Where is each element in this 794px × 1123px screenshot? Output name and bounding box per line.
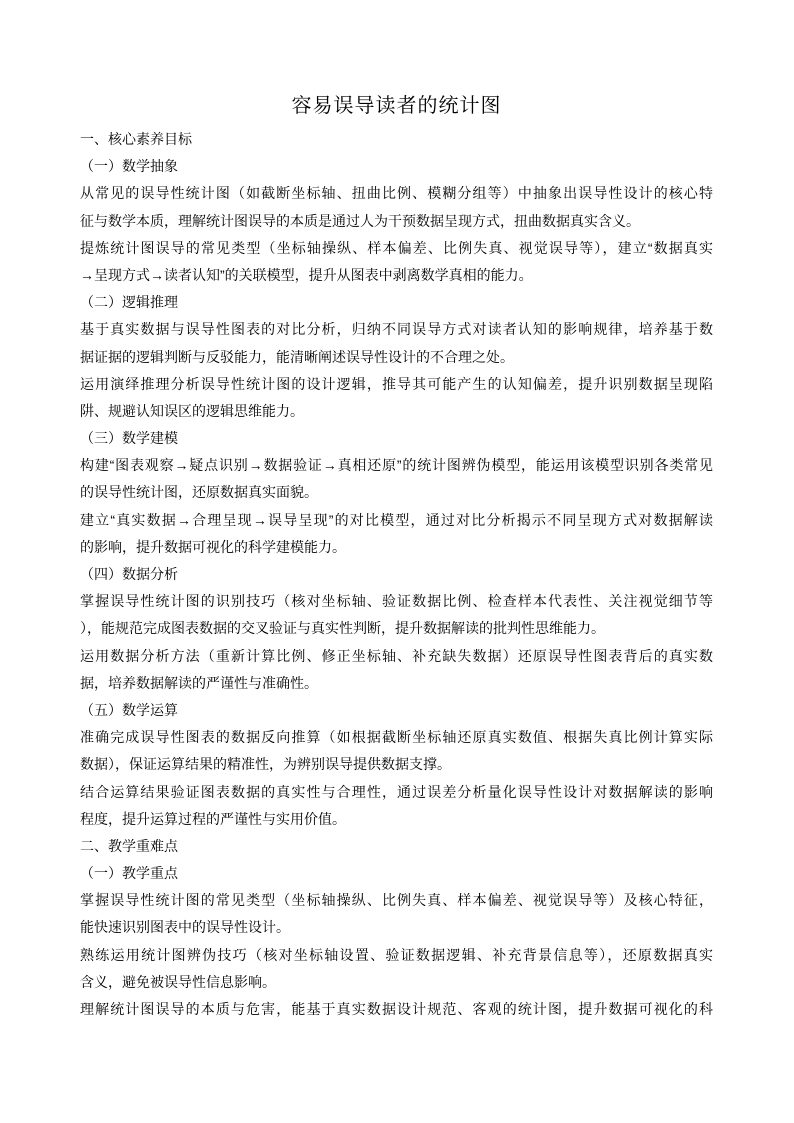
heading-line: （三）数学建模 (80, 430, 178, 447)
paragraph-line: 基于真实数据与误导性图表的对比分析，归纳不同误导方式对读者认知的影响规律，培养基于数 (80, 321, 713, 338)
paragraph-line: ），能规范完成图表数据的交叉验证与真实性判断，提升数据解读的批判性思维能力。 (80, 620, 605, 637)
paragraph-line: 程度，提升运算过程的严谨性与实用价值。 (80, 810, 346, 827)
heading-line: （四）数据分析 (80, 566, 178, 582)
paragraph-line: 阱、规避认知误区的逻辑思维能力。 (80, 402, 304, 419)
heading-line: （一）数学抽象 (80, 158, 178, 175)
paragraph-line: 据，培养数据解读的严谨性与准确性。 (80, 674, 318, 691)
paragraph-line: →呈现方式→读者认知”的关联模型，提升从图表中剥离数学真相的能力。 (80, 266, 533, 283)
heading-line: （五）数学运算 (80, 701, 178, 718)
heading-line: 一、核心素养目标 (80, 131, 192, 147)
paragraph-line: 提炼统计图误导的常见类型（坐标轴操纵、样本偏差、比例失真、视觉误导等），建立“数据真实 (80, 239, 713, 256)
paragraph-line: 从常见的误导性统计图（如截断坐标轴、扭曲比例、模糊分组等）中抽象出误导性设计的核心特 (80, 185, 713, 202)
paragraph-line: 准确完成误导性图表的数据反向推算（如根据截断坐标轴还原真实数值、根据失真比例计算实际 (80, 729, 713, 746)
paragraph-line: 熟练运用统计图辨伪技巧（核对坐标轴设置、验证数据逻辑、补充背景信息等），还原数据真实 (80, 946, 713, 963)
paragraph-line: 掌握误导性统计图的常见类型（坐标轴操纵、比例失真、样本偏差、视觉误导等）及核心特征， (80, 892, 713, 909)
document-title: 容易误导读者的统计图 (291, 95, 502, 117)
document-body (80, 126, 713, 1023)
paragraph-line: 运用演绎推理分析误导性统计图的设计逻辑，推导其可能产生的认知偏差，提升识别数据呈现陷 (80, 375, 713, 392)
paragraph-line: 建立“真实数据→合理呈现→误导呈现”的对比模型，通过对比分析揭示不同呈现方式对数据解读 (80, 511, 713, 528)
paragraph-line: 据证据的逻辑判断与反驳能力，能清晰阐述误导性设计的不合理之处。 (80, 348, 514, 365)
heading-line: （一）教学重点 (80, 865, 178, 882)
paragraph-line: 的影响，提升数据可视化的科学建模能力。 (80, 538, 346, 555)
paragraph-line: 结合运算结果验证图表数据的真实性与合理性，通过误差分析量化误导性设计对数据解读的影响 (80, 783, 713, 800)
paragraph-line: 构建“图表观察→疑点识别→数据验证→真相还原”的统计图辨伪模型，能运用该模型识别各类常见 (80, 457, 713, 474)
paragraph-line: 理解统计图误导的本质与危害，能基于真实数据设计规范、客观的统计图，提升数据可视化的科 (80, 1001, 713, 1017)
paragraph-line: 含义，避免被误导性信息影响。 (80, 973, 276, 990)
paragraph-line: 掌握误导性统计图的识别技巧（核对坐标轴、验证数据比例、检查样本代表性、关注视觉细节等 (80, 593, 713, 610)
paragraph-line: 运用数据分析方法（重新计算比例、修正坐标轴、补充缺失数据）还原误导性图表背后的真实数 (80, 647, 713, 664)
paragraph-line: 能快速识别图表中的误导性设计。 (80, 919, 290, 936)
heading-line: 二、教学重难点 (80, 837, 178, 854)
heading-line: （二）逻辑推理 (80, 294, 178, 311)
paragraph-line: 征与数学本质，理解统计图误导的本质是通过人为干预数据呈现方式，扭曲数据真实含义。 (80, 212, 640, 229)
paragraph-line: 的误导性统计图，还原数据真实面貌。 (80, 484, 318, 501)
paragraph-line: 数据），保证运算结果的精准性，为辨别误导提供数据支撑。 (80, 756, 451, 773)
